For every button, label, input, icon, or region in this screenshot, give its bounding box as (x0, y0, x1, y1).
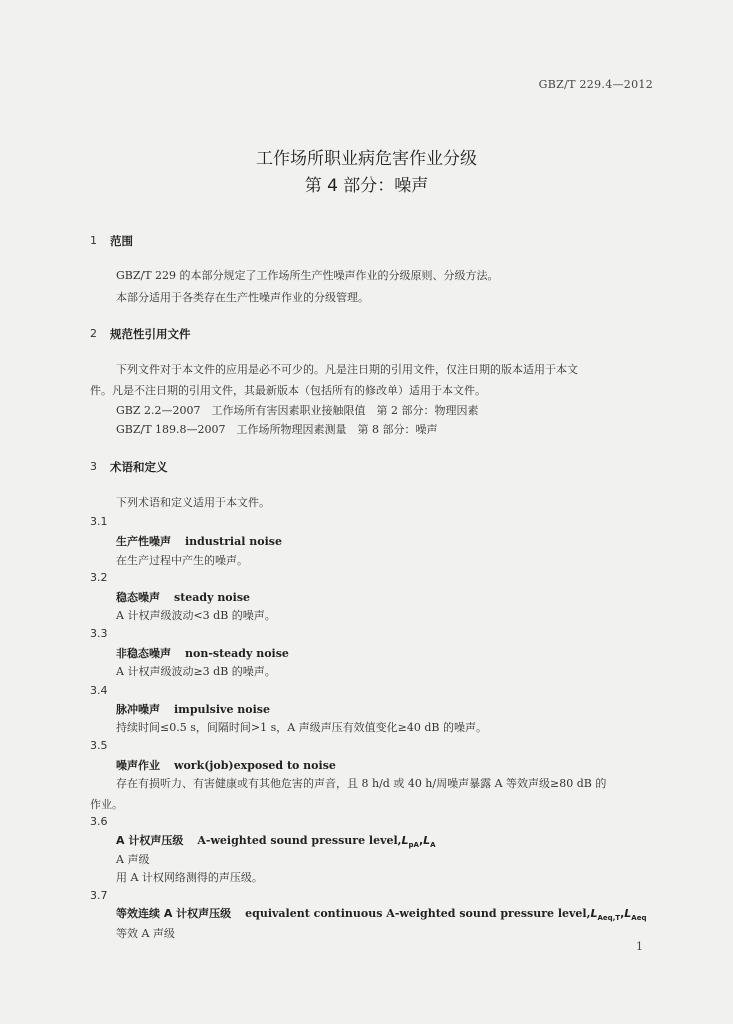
term-heading: 噪声作业 work(job)exposed to noise (116, 759, 336, 772)
term-alternative: A 声级 (116, 853, 150, 866)
term-definition: A 计权声级波动<3 dB 的噪声。 (116, 609, 276, 622)
paragraph: 本部分适用于各类存在生产性噪声作业的分级管理。 (116, 291, 369, 304)
paragraph: 下列文件对于本文件的应用是必不可少的。凡是注日期的引用文件，仅注日期的版本适用于本文 (116, 363, 578, 376)
reference-item: GBZ/T 189.8—2007 工作场所物理因素测量 第 8 部分：噪声 (116, 423, 438, 436)
term-heading: 等效连续 A 计权声压级 equivalent continuous A-weighted sound pressure $level,L_{Aeq,T},L_{Aeq}$ (116, 907, 647, 923)
term-heading: 脉冲噪声 impulsive noise (116, 703, 270, 716)
term-number: 3.1 (90, 515, 108, 528)
reference-item: GBZ 2.2—2007 工作场所有害因素职业接触限值 第 2 部分：物理因素 (116, 404, 479, 417)
term-heading: A 计权声压级 A-weighted sound pressure $level,L_{pA},L_A$ (116, 834, 436, 850)
term-definition: 在生产过程中产生的噪声。 (116, 554, 248, 567)
paragraph: 件。凡是不注日期的引用文件，其最新版本（包括所有的修改单）适用于本文件。 (90, 384, 486, 397)
document-title: 工作场所职业病危害作业分级 (256, 149, 477, 169)
section-number: 3 (90, 460, 97, 473)
term-heading: 生产性噪声 industrial noise (116, 535, 282, 548)
standard-code: GBZ/T 229.4—2012 (538, 78, 653, 91)
term-definition: 持续时间≤0.5 s，间隔时间>1 s，A 声级声压有效值变化≥40 dB 的噪声。 (116, 721, 487, 734)
section-heading: 范围 (110, 234, 133, 248)
term-definition: 存在有损听力、有害健康或有其他危害的声音，且 8 h/d 或 40 h/周噪声暴露 A 等效声级≥80 dB 的 (116, 777, 607, 790)
section-number: 2 (90, 327, 97, 340)
term-heading: 稳态噪声 steady noise (116, 591, 251, 604)
document-subtitle: 第 4 部分：噪声 (304, 176, 429, 196)
term-number: 3.4 (90, 684, 108, 697)
term-alternative: 等效 A 声级 (116, 927, 175, 940)
term-definition: A 计权声级波动≥3 dB 的噪声。 (116, 665, 276, 678)
term-number: 3.7 (90, 889, 108, 902)
section-number: 1 (90, 234, 97, 247)
section-heading: 规范性引用文件 (110, 327, 191, 341)
section-heading: 术语和定义 (110, 460, 168, 474)
paragraph: 下列术语和定义适用于本文件。 (116, 496, 270, 509)
term-number: 3.5 (90, 739, 108, 752)
term-number: 3.3 (90, 627, 108, 640)
term-heading: 非稳态噪声 non-steady noise (116, 647, 289, 660)
term-definition: 作业。 (90, 798, 123, 811)
term-definition: 用 A 计权网络测得的声压级。 (116, 871, 263, 884)
term-number: 3.6 (90, 815, 108, 828)
page-number: 1 (636, 940, 643, 953)
term-number: 3.2 (90, 571, 108, 584)
paragraph: GBZ/T 229 的本部分规定了工作场所生产性噪声作业的分级原则、分级方法。 (116, 269, 499, 282)
